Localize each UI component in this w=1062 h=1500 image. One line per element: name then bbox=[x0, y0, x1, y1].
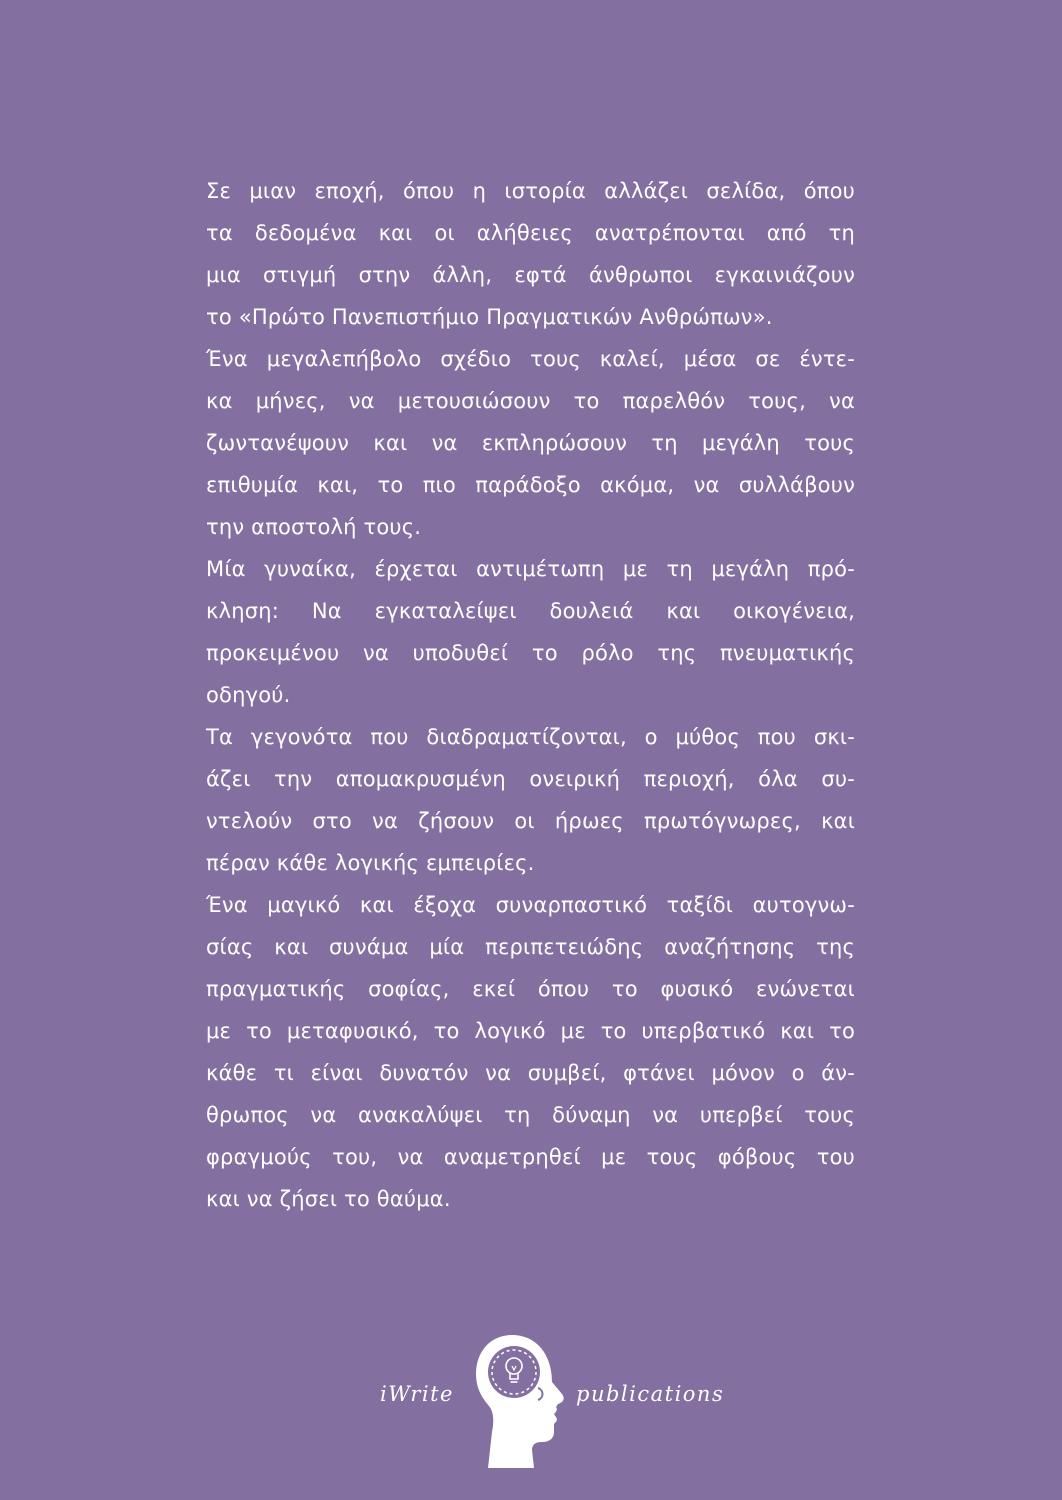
blurb-line: κάθε τι είναι δυνατόν να συμβεί, φτάνει μόνον ο άν- bbox=[206, 1061, 855, 1085]
blurb-line: με το μεταφυσικό, το λογικό με το υπερβατικό και το bbox=[206, 1019, 855, 1043]
blurb-line: πραγματικής σοφίας, εκεί όπου το φυσικό ενώνεται bbox=[206, 977, 855, 1001]
blurb-line: θρωπος να ανακαλύψει τη δύναμη να υπερβεί τους bbox=[206, 1103, 855, 1127]
blurb-paragraph bbox=[206, 548, 855, 716]
blurb-line: και να ζήσει το θαύμα. bbox=[206, 1187, 451, 1211]
blurb-line: το «Πρώτο Πανεπιστήμιο Πραγματικών Ανθρώπων». bbox=[206, 305, 773, 329]
publisher-name-left: iWrite bbox=[380, 1382, 454, 1406]
blurb-line: επιθυμία και, το πιο παράδοξο ακόμα, να συλλάβουν bbox=[206, 473, 855, 497]
blurb-paragraph bbox=[206, 170, 855, 338]
blurb-line: πέραν κάθε λογικής εμπειρίες. bbox=[206, 851, 535, 875]
blurb-line: οδηγού. bbox=[206, 683, 291, 707]
back-cover-blurb bbox=[206, 170, 855, 1220]
publisher-name-right: publications bbox=[576, 1382, 725, 1406]
blurb-paragraph bbox=[206, 338, 855, 548]
blurb-line: προκειμένου να υποδυθεί το ρόλο της πνευματικής bbox=[206, 641, 855, 665]
blurb-line: ντελούν στο να ζήσουν οι ήρωες πρωτόγνωρες, και bbox=[206, 809, 855, 833]
blurb-line: τα δεδομένα και οι αλήθειες ανατρέπονται από τη bbox=[206, 221, 855, 245]
blurb-line: κληση: Να εγκαταλείψει δουλειά και οικογένεια, bbox=[206, 599, 855, 623]
blurb-line: την αποστολή τους. bbox=[206, 515, 422, 539]
blurb-line: Μία γυναίκα, έρχεται αντιμέτωπη με τη μεγάλη πρό- bbox=[206, 557, 855, 581]
head-lightbulb-icon bbox=[472, 1332, 568, 1470]
blurb-line: Ένα μεγαλεπήβολο σχέδιο τους καλεί, μέσα σε έντε- bbox=[206, 347, 855, 371]
blurb-line: σίας και συνάμα μία περιπετειώδης αναζήτησης της bbox=[206, 935, 855, 959]
blurb-paragraph bbox=[206, 716, 855, 884]
blurb-line: Σε μιαν εποχή, όπου η ιστορία αλλάζει σελίδα, όπου bbox=[206, 179, 855, 203]
blurb-line: ζωντανέψουν και να εκπληρώσουν τη μεγάλη τους bbox=[206, 431, 855, 455]
blurb-line: Ένα μαγικό και έξοχα συναρπαστικό ταξίδι αυτογνω- bbox=[206, 893, 855, 917]
blurb-line: Τα γεγονότα που διαδραματίζονται, ο μύθος που σκι- bbox=[206, 725, 855, 749]
blurb-line: μια στιγμή στην άλλη, εφτά άνθρωποι εγκαινιάζουν bbox=[206, 263, 855, 287]
publisher-logo bbox=[380, 1332, 760, 1472]
blurb-line: φραγμούς του, να αναμετρηθεί με τους φόβους του bbox=[206, 1145, 855, 1169]
blurb-line: κα μήνες, να μετουσιώσουν το παρελθόν τους, να bbox=[206, 389, 855, 413]
blurb-line: άζει την απομακρυσμένη ονειρική περιοχή, όλα συ- bbox=[206, 767, 855, 791]
blurb-paragraph bbox=[206, 884, 855, 1220]
